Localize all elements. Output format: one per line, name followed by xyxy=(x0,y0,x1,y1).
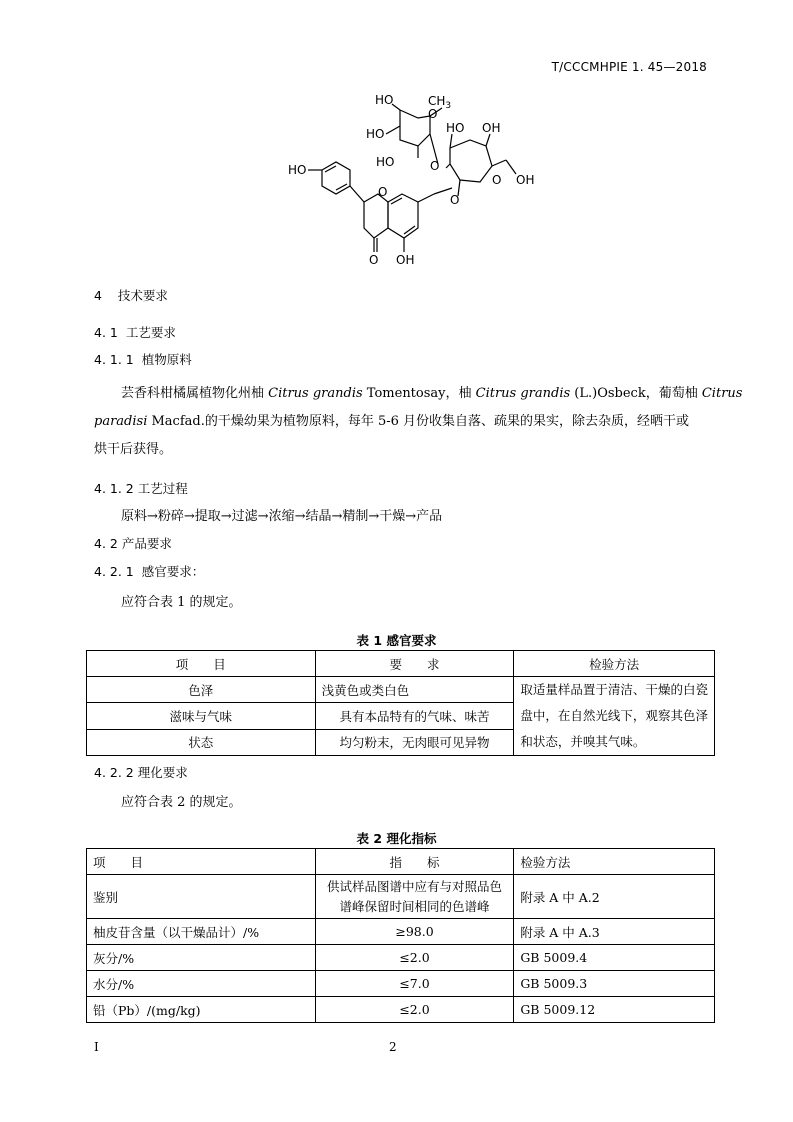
structure-label-ho2: HO xyxy=(366,127,385,141)
structure-label-ho5: HO xyxy=(288,163,307,177)
page-number: 2 xyxy=(389,1040,397,1054)
table-header-cell: 项 目 xyxy=(87,849,316,875)
section-4-2-2-text: 应符合表 2 的规定。 xyxy=(121,795,242,810)
section-4-2-1-heading: 4. 2. 1 感官要求： xyxy=(94,564,205,579)
table-1-caption: 表 1 感官要求 xyxy=(356,633,437,648)
raw-material-paragraph: 芸香科柑橘属植物化州柚 Citrus grandis Tomentosay，柚 Citrus grandis (L.)Osbeck，葡萄柚 Citrus paradisi Macfad.的干燥幼果为植物原料，每年 5-6 月份收集自落、疏果的果实，除去杂质，经晒干或 烘干后获得。 xyxy=(94,386,743,457)
table-row: 滋味与气味 具有本品特有的气味、味苦 xyxy=(87,703,715,729)
structure-label-o5: O xyxy=(450,193,460,207)
footer-left-mark: I xyxy=(94,1040,99,1054)
table-2-caption: 表 2 理化指标 xyxy=(356,831,437,846)
table-row: 鉴别 供试样品图谱中应有与对照品色谱峰保留时间相同的色谱峰 附录 A 中 A.2 xyxy=(87,875,715,919)
table-header-cell: 项 目 xyxy=(87,651,316,677)
section-4-2-heading: 4. 2 产品要求 xyxy=(94,536,172,551)
table-row: 色泽 浅黄色或类白色 取适量样品置于清洁、干燥的白瓷盘中，在自然光线下，观察其色泽和状态，并嗅其气味。 xyxy=(87,677,715,703)
structure-label-o4: O xyxy=(378,185,388,199)
section-4-2-2-heading: 4. 2. 2 理化要求 xyxy=(94,765,188,780)
structure-label-oh7: OH xyxy=(396,253,415,267)
section-4-1-1-heading: 4. 1. 1 植物原料 xyxy=(94,352,192,367)
structure-label-ho1: HO xyxy=(375,93,394,107)
table-row: 铅（Pb）/(mg/kg) ≤2.0 GB 5009.12 xyxy=(87,997,715,1023)
physicochemical-table xyxy=(86,848,715,1023)
section-4-2-1-text: 应符合表 1 的规定。 xyxy=(121,595,242,610)
naringin-structure-diagram xyxy=(280,88,535,273)
section-4-1-heading: 4. 1 工艺要求 xyxy=(94,325,176,340)
section-4-1-2-heading: 4. 1. 2 工艺过程 xyxy=(94,481,188,496)
table-header-cell: 指 标 xyxy=(315,849,514,875)
table-row: 状态 均匀粉末，无肉眼可见异物 xyxy=(87,729,715,755)
structure-label-o1: O xyxy=(430,159,440,173)
structure-label-ch3: $CH_3$ xyxy=(428,94,452,111)
table-row: 柚皮苷含量（以干燥品计）/% ≥98.0 附录 A 中 A.3 xyxy=(87,919,715,945)
table-row: 灰分/% ≤2.0 GB 5009.4 xyxy=(87,945,715,971)
section-4-heading: 4 技术要求 xyxy=(94,288,168,303)
document-code: T/CCCMHPIE 1. 45—2018 xyxy=(551,60,707,74)
sensory-method-cell: 取适量样品置于清洁、干燥的白瓷盘中，在自然光线下，观察其色泽和状态，并嗅其气味。 xyxy=(514,677,715,756)
structure-label-ho3: HO xyxy=(376,155,395,169)
structure-label-o2: O xyxy=(428,107,438,121)
table-header-cell: 检验方法 xyxy=(514,651,715,677)
structure-label-oh4: OH xyxy=(482,121,501,135)
process-flow-text: 原料→粉碎→提取→过滤→浓缩→结晶→精制→干燥→产品 xyxy=(121,509,443,524)
sensory-requirements-table xyxy=(86,650,715,756)
structure-label-o6: O xyxy=(369,253,379,267)
table-row: 水分/% ≤7.0 GB 5009.3 xyxy=(87,971,715,997)
table-header-cell: 要 求 xyxy=(315,651,514,677)
table-header-cell: 检验方法 xyxy=(514,849,715,875)
structure-label-oh6: OH xyxy=(516,173,535,187)
structure-label-ho4: HO xyxy=(446,121,465,135)
structure-label-o3: O xyxy=(492,173,502,187)
